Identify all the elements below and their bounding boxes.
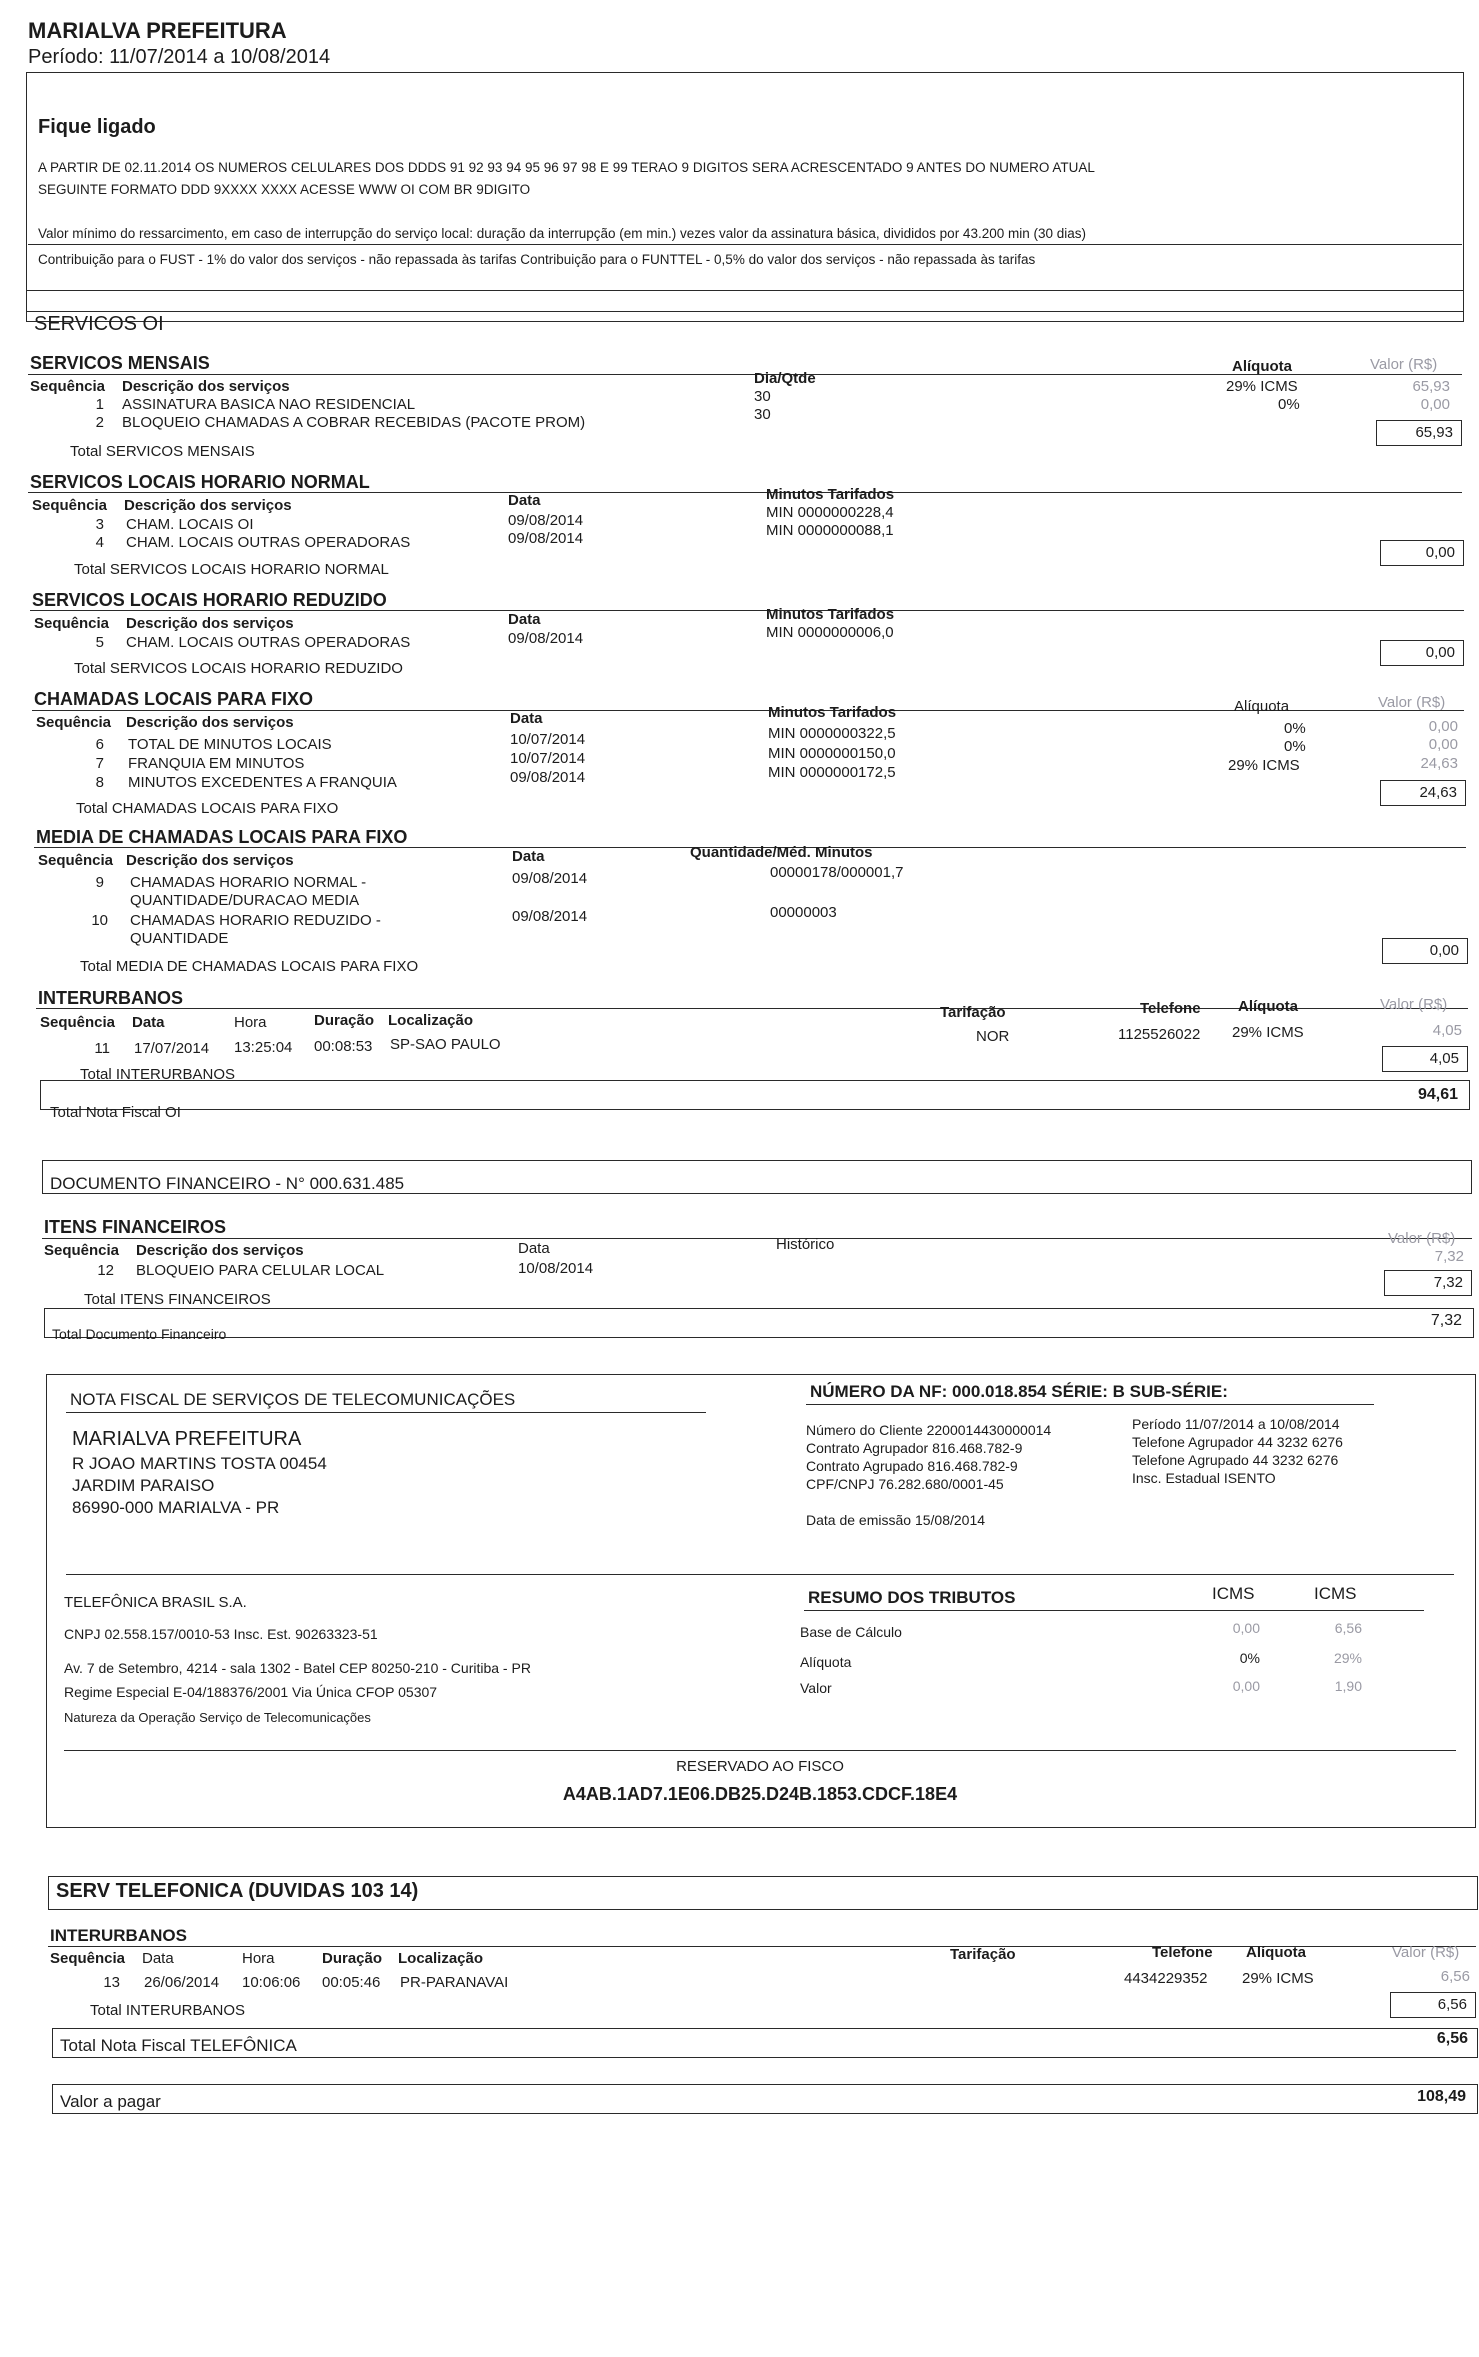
- fisco-label: RESERVADO AO FISCO: [676, 1758, 844, 1775]
- nf-info: Contrato Agrupador 816.468.782-9: [806, 1440, 1023, 1456]
- nf-info: Período 11/07/2014 a 10/08/2014: [1132, 1416, 1340, 1432]
- col-header: Data: [508, 611, 541, 628]
- col-header: Histórico: [776, 1236, 835, 1253]
- row-date: 10/07/2014: [510, 731, 586, 748]
- row-aliquota: 0%: [1284, 738, 1306, 755]
- row-desc: QUANTIDADE: [130, 930, 229, 947]
- row-aliquota: 0%: [1284, 720, 1306, 737]
- notice-line: Contribuição para o FUST - 1% do valor dos serviços - não repassada às tarifas Contribuição para o FUNTTEL - 0,5% do valor dos serviços - não repassada às tarifas: [38, 252, 1036, 267]
- row-desc: BLOQUEIO PARA CELULAR LOCAL: [136, 1262, 385, 1279]
- col-header: Sequência: [50, 1950, 126, 1967]
- row-time: 10:06:06: [242, 1974, 301, 1991]
- row-date: 09/08/2014: [512, 870, 588, 887]
- row-phone: 1125526022: [1118, 1026, 1201, 1043]
- row-value: 0,00: [1428, 736, 1458, 753]
- col-header: Descrição dos serviços: [126, 714, 294, 731]
- row-desc: FRANQUIA EM MINUTOS: [128, 755, 305, 772]
- row-seq: 1: [95, 396, 104, 413]
- row-seq: 3: [95, 516, 104, 533]
- row-desc: CHAM. LOCAIS OUTRAS OPERADORAS: [126, 634, 411, 651]
- col-header: Minutos Tarifados: [766, 606, 895, 623]
- nf-total-box: [40, 1080, 1470, 1110]
- amount-due-label: Valor a pagar: [60, 2092, 161, 2111]
- nf-info: Insc. Estadual ISENTO: [1132, 1470, 1276, 1486]
- row-aliquota: 29% ICMS: [1228, 757, 1300, 774]
- doc-total-label: Total Documento Financeiro: [52, 1326, 227, 1342]
- total-label: Total INTERURBANOS: [80, 1066, 236, 1083]
- row-seq: 7: [95, 755, 104, 772]
- total-value: 24,63: [1380, 780, 1466, 806]
- total-value: 7,32: [1384, 1270, 1472, 1296]
- amount-due-box: [52, 2084, 1478, 2114]
- col-header: Valor (R$): [1388, 1230, 1456, 1247]
- row-value: 0,00: [1428, 718, 1458, 735]
- row-seq: 5: [95, 634, 104, 651]
- col-header: Valor (R$): [1380, 996, 1448, 1013]
- tax-col-header: ICMS: [1212, 1584, 1255, 1603]
- col-header: Data: [510, 710, 543, 727]
- row-desc: CHAMADAS HORARIO REDUZIDO -: [130, 912, 381, 929]
- row-desc: QUANTIDADE/DURACAO MEDIA: [130, 892, 360, 909]
- row-seq: 12: [97, 1262, 114, 1279]
- row-date: 17/07/2014: [134, 1040, 210, 1057]
- col-header: Tarifação: [940, 1004, 1006, 1021]
- client-name: MARIALVA PREFEITURA: [28, 18, 287, 43]
- col-header: Sequência: [32, 497, 108, 514]
- nf-number: NÚMERO DA NF: 000.018.854 SÉRIE: B SUB-SÉRIE:: [810, 1382, 1228, 1401]
- col-header: Data: [518, 1240, 550, 1257]
- tax-row-label: Valor: [800, 1680, 832, 1696]
- col-header: Alíquota: [1246, 1944, 1306, 1961]
- row-quantity: 00000178/000001,7: [770, 864, 904, 881]
- row-qty: 30: [754, 406, 771, 423]
- row-aliquota: 29% ICMS: [1226, 378, 1298, 395]
- row-value: 6,56: [1440, 1968, 1470, 1985]
- row-aliquota: 29% ICMS: [1242, 1970, 1314, 1987]
- section-title: SERV TELEFONICA (DUVIDAS 103 14): [56, 1880, 419, 1902]
- row-aliquota: 29% ICMS: [1232, 1024, 1304, 1041]
- row-date: 10/07/2014: [510, 750, 586, 767]
- row-minutes: MIN 0000000006,0: [766, 624, 894, 641]
- col-header: Sequência: [36, 714, 112, 731]
- col-header: Quantidade/Méd. Minutos: [690, 844, 873, 861]
- row-minutes: MIN 0000000322,5: [768, 725, 896, 742]
- row-duration: 00:08:53: [314, 1038, 373, 1055]
- company-info: Regime Especial E-04/188376/2001 Via Única CFOP 05307: [64, 1684, 438, 1700]
- nf-info: Telefone Agrupado 44 3232 6276: [1132, 1452, 1339, 1468]
- row-duration: 00:05:46: [322, 1974, 381, 1991]
- customer-address: R JOAO MARTINS TOSTA 00454: [72, 1454, 327, 1473]
- row-value: 4,05: [1432, 1022, 1462, 1039]
- row-seq: 9: [95, 874, 104, 891]
- col-header: Alíquota: [1238, 998, 1298, 1015]
- nf-info: Número do Cliente 2200014430000014: [806, 1422, 1052, 1438]
- col-header: Hora: [242, 1950, 275, 1967]
- col-header: Descrição dos serviços: [122, 378, 290, 395]
- tax-row-value: 0%: [1239, 1650, 1260, 1666]
- tax-row-value: 6,56: [1334, 1620, 1362, 1636]
- row-qty: 30: [754, 388, 771, 405]
- col-header: Sequência: [44, 1242, 120, 1259]
- tax-row-value: 29%: [1333, 1650, 1362, 1666]
- row-date: 09/08/2014: [508, 530, 584, 547]
- col-header: Minutos Tarifados: [766, 486, 895, 503]
- row-date: 09/08/2014: [508, 512, 584, 529]
- customer-address: 86990-000 MARIALVA - PR: [72, 1498, 280, 1517]
- nf-total-value: 94,61: [1417, 1086, 1458, 1103]
- group-title: MEDIA DE CHAMADAS LOCAIS PARA FIXO: [36, 827, 408, 847]
- group-title: SERVICOS LOCAIS HORARIO REDUZIDO: [32, 590, 387, 610]
- nf-total-label: Total Nota Fiscal TELEFÔNICA: [60, 2036, 297, 2055]
- row-date: 10/08/2014: [518, 1260, 594, 1277]
- row-minutes: MIN 0000000088,1: [766, 522, 894, 539]
- row-date: 09/08/2014: [508, 630, 584, 647]
- total-label: Total CHAMADAS LOCAIS PARA FIXO: [76, 800, 339, 817]
- col-header: Minutos Tarifados: [768, 704, 897, 721]
- col-header: Data: [512, 848, 545, 865]
- tax-row-label: Alíquota: [800, 1654, 852, 1670]
- col-header: Sequência: [34, 615, 110, 632]
- total-value: 65,93: [1376, 420, 1462, 446]
- total-label: Total SERVICOS MENSAIS: [70, 443, 255, 460]
- customer-name: MARIALVA PREFEITURA: [72, 1428, 302, 1450]
- row-value: 65,93: [1412, 378, 1450, 395]
- nf-total-label: Total Nota Fiscal OI: [50, 1104, 181, 1121]
- row-minutes: MIN 0000000150,0: [768, 745, 896, 762]
- tax-row-value: 0,00: [1232, 1620, 1260, 1636]
- col-header: Localização: [388, 1012, 474, 1029]
- row-value: 0,00: [1420, 396, 1450, 413]
- col-header: Data: [132, 1014, 165, 1031]
- row-seq: 2: [95, 414, 104, 431]
- group-title: INTERURBANOS: [50, 1926, 187, 1945]
- total-label: Total SERVICOS LOCAIS HORARIO NORMAL: [74, 561, 389, 578]
- company-info: Av. 7 de Setembro, 4214 - sala 1302 - Batel CEP 80250-210 - Curitiba - PR: [64, 1660, 531, 1676]
- tax-col-header: ICMS: [1314, 1584, 1357, 1603]
- col-header: Alíquota: [1234, 698, 1290, 715]
- group-title: SERVICOS MENSAIS: [30, 353, 210, 373]
- row-value: 7,32: [1434, 1248, 1464, 1265]
- row-desc: CHAM. LOCAIS OUTRAS OPERADORAS: [126, 534, 411, 551]
- total-label: Total MEDIA DE CHAMADAS LOCAIS PARA FIXO: [80, 958, 419, 975]
- col-header: Descrição dos serviços: [126, 615, 294, 632]
- row-minutes: MIN 0000000172,5: [768, 764, 896, 781]
- row-quantity: 00000003: [770, 904, 837, 921]
- fisco-code: A4AB.1AD7.1E06.DB25.D24B.1853.CDCF.18E4: [562, 1784, 958, 1804]
- row-desc: MINUTOS EXCEDENTES A FRANQUIA: [128, 774, 397, 791]
- row-value: 24,63: [1420, 755, 1458, 772]
- col-header: Valor (R$): [1370, 356, 1438, 373]
- col-header: Data: [508, 492, 541, 509]
- tax-summary-title: RESUMO DOS TRIBUTOS: [808, 1588, 1016, 1607]
- col-header: Duração: [314, 1012, 375, 1029]
- section-header-box: [26, 290, 1464, 322]
- col-header: Valor (R$): [1378, 694, 1446, 711]
- nf-info: CPF/CNPJ 76.282.680/0001-45: [806, 1476, 1004, 1492]
- col-header: Dia/Qtde: [754, 370, 816, 387]
- col-header: Valor (R$): [1392, 1944, 1460, 1961]
- tax-row-value: 0,00: [1232, 1678, 1260, 1694]
- total-label: Total INTERURBANOS: [90, 2002, 246, 2019]
- group-title: CHAMADAS LOCAIS PARA FIXO: [34, 689, 313, 709]
- col-header: Duração: [322, 1950, 383, 1967]
- row-phone: 4434229352: [1124, 1970, 1208, 1987]
- row-minutes: MIN 0000000228,4: [766, 504, 894, 521]
- row-date: 26/06/2014: [144, 1974, 220, 1991]
- nf-title: NOTA FISCAL DE SERVIÇOS DE TELECOMUNICAÇÕES: [70, 1390, 516, 1409]
- group-title: ITENS FINANCEIROS: [44, 1217, 227, 1237]
- row-desc: ASSINATURA BASICA NAO RESIDENCIAL: [122, 396, 416, 413]
- group-title: SERVICOS LOCAIS HORARIO NORMAL: [30, 472, 370, 492]
- col-header: Telefone: [1140, 1000, 1201, 1017]
- nf-total-value: 6,56: [1436, 2030, 1468, 2047]
- col-header: Sequência: [40, 1014, 116, 1031]
- total-value: 0,00: [1380, 540, 1464, 566]
- notice-line: SEGUINTE FORMATO DDD 9XXXX XXXX ACESSE WWW OI COM BR 9DIGITO: [38, 182, 531, 197]
- nf-info: Contrato Agrupado 816.468.782-9: [806, 1458, 1018, 1474]
- row-date: 09/08/2014: [510, 769, 586, 786]
- row-desc: BLOQUEIO CHAMADAS A COBRAR RECEBIDAS (PACOTE PROM): [122, 414, 586, 431]
- col-header: Sequência: [38, 852, 114, 869]
- row-desc: CHAM. LOCAIS OI: [126, 516, 254, 533]
- row-seq: 13: [103, 1974, 120, 1991]
- row-desc: CHAMADAS HORARIO NORMAL -: [130, 874, 367, 891]
- section-title: SERVICOS OI: [34, 313, 164, 335]
- amount-due-value: 108,49: [1417, 2088, 1466, 2105]
- col-header: Tarifação: [950, 1946, 1016, 1963]
- total-value: 0,00: [1382, 938, 1468, 964]
- col-header: Descrição dos serviços: [124, 497, 292, 514]
- notice-title: Fique ligado: [38, 116, 156, 138]
- col-header: Telefone: [1152, 1944, 1213, 1961]
- col-header: Sequência: [30, 378, 106, 395]
- total-label: Total SERVICOS LOCAIS HORARIO REDUZIDO: [74, 660, 403, 677]
- col-header: Data: [142, 1950, 174, 1967]
- row-date: 09/08/2014: [512, 908, 588, 925]
- total-label: Total ITENS FINANCEIROS: [84, 1291, 271, 1308]
- company-name: TELEFÔNICA BRASIL S.A.: [64, 1594, 247, 1611]
- company-info: Natureza da Operação Serviço de Telecomunicações: [64, 1710, 371, 1725]
- row-seq: 10: [91, 912, 108, 929]
- row-seq: 6: [95, 736, 104, 753]
- row-seq: 11: [94, 1040, 110, 1057]
- doc-total-value: 7,32: [1430, 1312, 1462, 1329]
- row-aliquota: 0%: [1278, 396, 1300, 413]
- col-header: Descrição dos serviços: [126, 852, 294, 869]
- total-value: 4,05: [1382, 1046, 1468, 1072]
- issue-date: Data de emissão 15/08/2014: [806, 1512, 986, 1528]
- group-title: INTERURBANOS: [38, 988, 184, 1008]
- row-location: SP-SAO PAULO: [390, 1036, 501, 1053]
- col-header: Localização: [398, 1950, 484, 1967]
- row-seq: 8: [95, 774, 104, 791]
- row-desc: TOTAL DE MINUTOS LOCAIS: [128, 736, 332, 753]
- section-title: DOCUMENTO FINANCEIRO - N° 000.631.485: [50, 1174, 405, 1193]
- row-seq: 4: [95, 534, 104, 551]
- col-header: Alíquota: [1232, 358, 1292, 375]
- col-header: Hora: [234, 1014, 267, 1031]
- company-info: CNPJ 02.558.157/0010-53 Insc. Est. 90263323-51: [64, 1626, 378, 1642]
- billing-period: Período: 11/07/2014 a 10/08/2014: [28, 46, 331, 68]
- total-value: 6,56: [1390, 1992, 1476, 2018]
- doc-total-box: [44, 1308, 1474, 1338]
- customer-address: JARDIM PARAISO: [72, 1476, 215, 1495]
- tax-row-label: Base de Cálculo: [800, 1624, 902, 1640]
- notice-line: A PARTIR DE 02.11.2014 OS NUMEROS CELULARES DOS DDDS 91 92 93 94 95 96 97 98 E 99 TERAO 9 DIGITOS SERA ACRESCENTADO 9 ANTES DO NUMERO ATUAL: [38, 160, 1095, 175]
- tax-row-value: 1,90: [1334, 1678, 1362, 1694]
- total-value: 0,00: [1380, 640, 1464, 666]
- col-header: Descrição dos serviços: [136, 1242, 304, 1259]
- row-location: PR-PARANAVAI: [400, 1974, 509, 1991]
- nf-info: Telefone Agrupador 44 3232 6276: [1132, 1434, 1343, 1450]
- row-time: 13:25:04: [234, 1039, 293, 1056]
- row-tarif: NOR: [976, 1028, 1010, 1045]
- notice-line: Valor mínimo do ressarcimento, em caso de interrupção do serviço local: duração da interrupção (em min.) vezes valor da assinatura básica, divididos por 43.200 min (30 dias): [38, 226, 1087, 241]
